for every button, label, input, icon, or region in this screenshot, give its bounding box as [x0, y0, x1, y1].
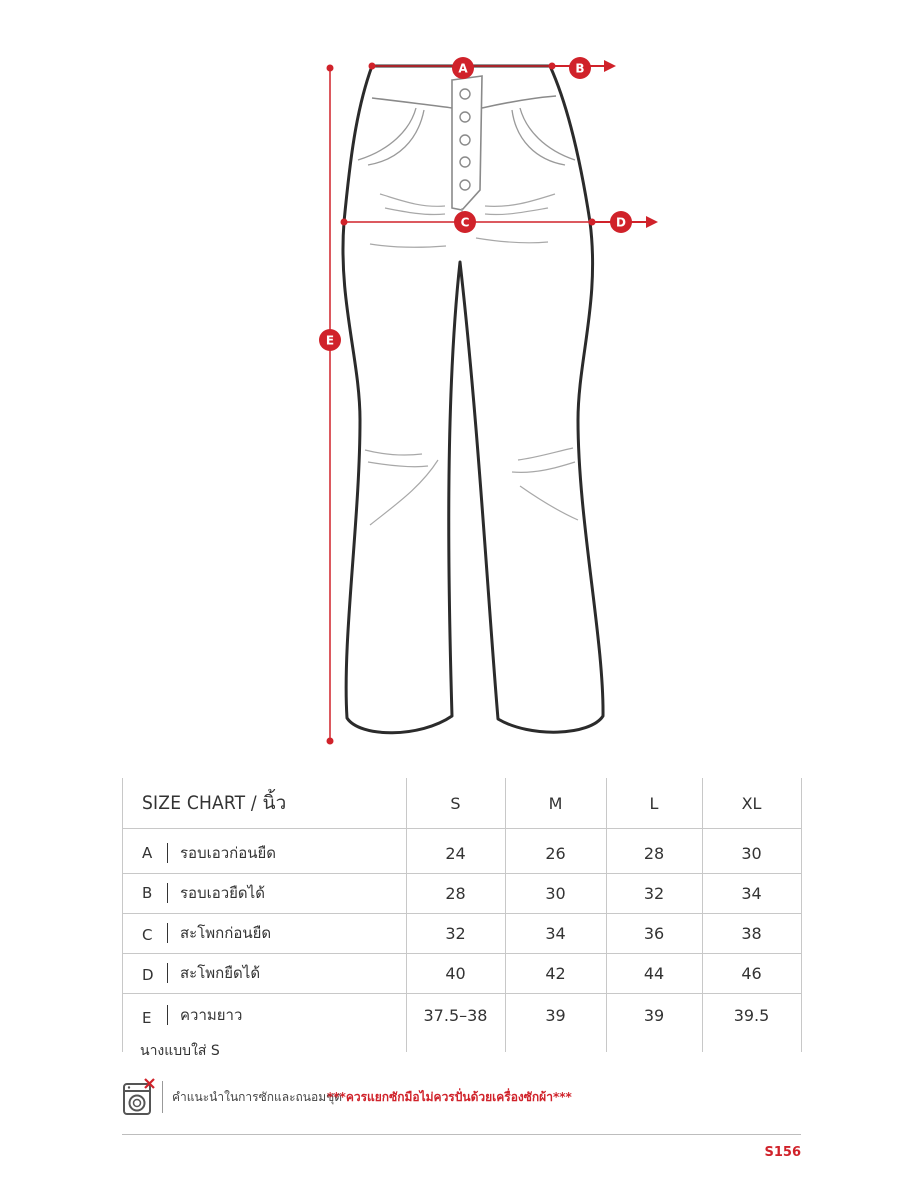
button-icon: [460, 89, 470, 99]
row-label: สะโพกยืดได้: [180, 964, 261, 982]
button-icon: [460, 135, 470, 145]
row-code: A: [142, 844, 153, 862]
marker-b: [569, 57, 591, 79]
row-separator: [167, 883, 168, 903]
table-cell: 44: [643, 963, 665, 983]
row-label: ความยาว: [180, 1006, 243, 1024]
table-cell: 34: [741, 883, 762, 903]
arrow-right-icon: [604, 60, 616, 72]
care-label: คำแนะนำในการซักและถนอมชุด: [172, 1090, 343, 1104]
button-icon: [460, 157, 470, 167]
size-chart-title: SIZE CHART / นิ้ว: [142, 792, 287, 814]
table-gridline: [801, 778, 802, 1052]
size-header-m: M: [548, 793, 563, 813]
row-separator: [167, 963, 168, 983]
left-pocket: [358, 108, 424, 165]
svg-text:A: A: [458, 61, 468, 76]
row-code: D: [142, 966, 154, 984]
measure-endpoint: [327, 738, 334, 745]
marker-a: [452, 57, 474, 79]
table-cell: 38: [741, 923, 762, 943]
right-pocket: [512, 108, 575, 165]
marker-d: [610, 211, 632, 233]
row-label: รอบเอวก่อนยืด: [180, 844, 277, 862]
table-cell: 32: [643, 883, 665, 903]
table-cell: 30: [741, 843, 762, 863]
table-gridline: [122, 778, 123, 1052]
size-chart-table: [122, 778, 802, 1059]
measure-endpoint: [369, 63, 376, 70]
care-instructions: [122, 1078, 802, 1116]
care-warning: ***ควรแยกซักมือไม่ควรปั่นด้วยเครื่องซักผ้า***: [327, 1090, 572, 1104]
table-cell: 30: [545, 883, 566, 903]
measure-endpoint: [327, 65, 334, 72]
table-gridline: [122, 828, 802, 829]
table-cell: 32: [445, 923, 466, 943]
table-cell: 24: [445, 843, 466, 863]
model-size-note: นางแบบใส่ S: [140, 1043, 220, 1059]
table-cell: 39: [545, 1005, 566, 1025]
svg-text:E: E: [325, 333, 335, 348]
marker-c: [454, 211, 476, 233]
knee-wrinkles: [365, 448, 578, 525]
measure-endpoint: [341, 219, 348, 226]
table-cell: 28: [643, 843, 665, 863]
row-label: สะโพกก่อนยืด: [180, 924, 272, 942]
svg-text:B: B: [575, 61, 585, 76]
size-header-xl: XL: [741, 793, 762, 813]
row-code: B: [142, 884, 153, 902]
row-code: C: [142, 926, 153, 944]
footer-divider: [122, 1134, 801, 1135]
row-separator: [167, 923, 168, 943]
size-header-s: S: [450, 793, 461, 813]
table-gridline: [122, 993, 802, 994]
table-cell: 36: [643, 923, 665, 943]
product-code: S156: [764, 1145, 801, 1160]
row-separator: [167, 1005, 168, 1025]
button-icon: [460, 180, 470, 190]
button-icon: [460, 112, 470, 122]
no-machine-wash-icon: [122, 1078, 156, 1116]
table-cell: 42: [545, 963, 566, 983]
svg-text:C: C: [460, 215, 470, 230]
table-cell: 26: [545, 843, 566, 863]
row-code: E: [142, 1009, 152, 1027]
svg-text:D: D: [616, 215, 626, 230]
row-label: รอบเอวยืดได้: [180, 884, 265, 902]
table-cell: 34: [545, 923, 566, 943]
table-cell: 46: [741, 963, 762, 983]
table-cell: 39: [643, 1005, 665, 1025]
marker-e: [319, 329, 341, 351]
table-cell: 40: [445, 963, 466, 983]
table-cell: 39.5: [733, 1005, 770, 1025]
size-header-l: L: [649, 793, 659, 813]
table-cell: 37.5–38: [423, 1005, 488, 1025]
table-cell: 28: [445, 883, 466, 903]
care-divider: [162, 1081, 163, 1113]
row-separator: [167, 843, 168, 863]
arrow-right-icon: [646, 216, 658, 228]
